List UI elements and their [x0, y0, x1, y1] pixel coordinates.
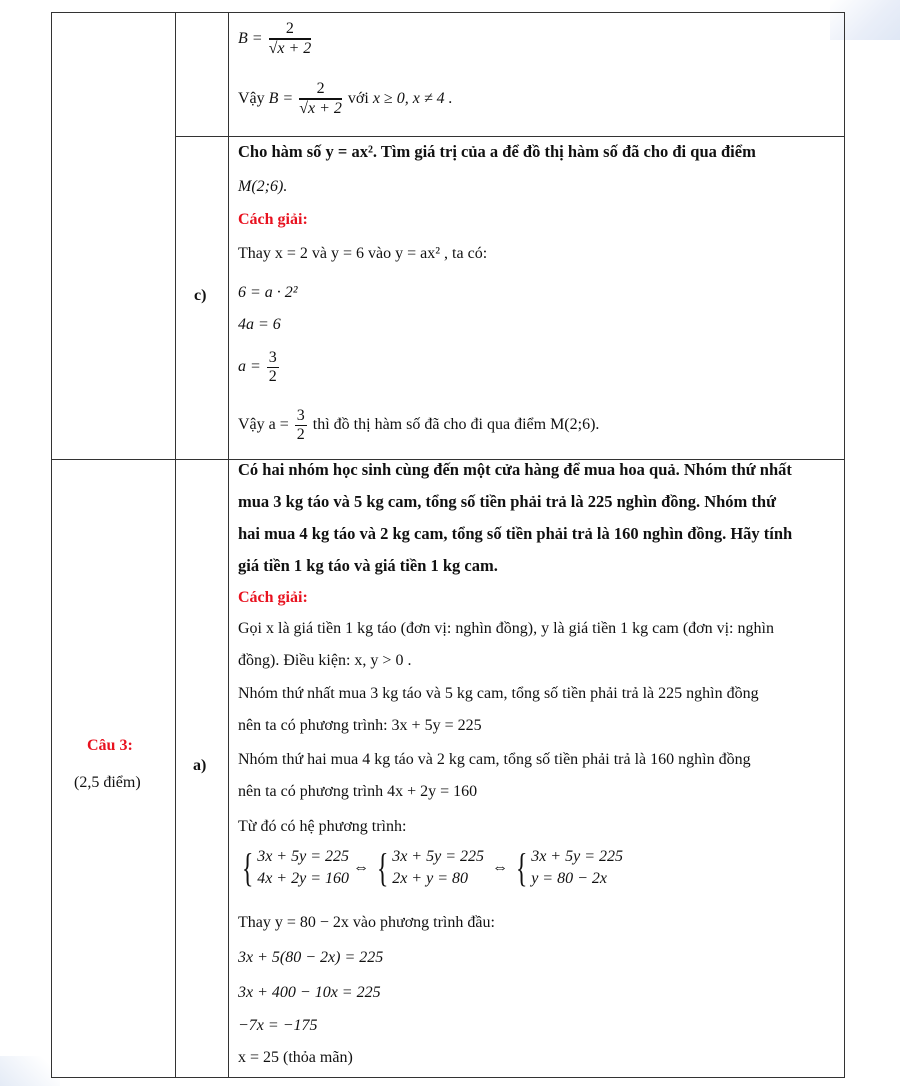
part-label-c: c) [194, 287, 207, 304]
fraction-numerator: 3 [296, 406, 305, 424]
conclusion-prefix: Vậy a = [238, 416, 289, 433]
question-points: (2,5 điểm) [74, 774, 141, 791]
equivalence-symbol: ⇔ [492, 859, 508, 877]
problem-line: Có hai nhóm học sinh cùng đến một cửa hàng để mua hoa quả. Nhóm thứ nhất [238, 460, 792, 479]
system-2 [392, 846, 484, 890]
brace-icon: { [241, 845, 254, 891]
substitution-line: Thay y = 80 − 2x vào phương trình đầu: [238, 914, 495, 931]
equation-step: −7x = −175 [238, 1017, 318, 1034]
solution-line: đồng). Điều kiện: x, y > 0 . [238, 652, 412, 669]
fraction-denominator: √x + 2 [299, 100, 342, 118]
step-c-2: 6 = a · 2² [238, 284, 298, 301]
step-c-1: Thay x = 2 và y = 6 vào y = ax² , ta có: [238, 245, 488, 262]
problem-line: hai mua 4 kg táo và 2 kg cam, tổng số tiền phải trả là 160 nghìn đồng. Hãy tính [238, 524, 793, 543]
fraction-numerator: 3 [268, 348, 277, 366]
row-divider-1 [175, 136, 844, 137]
fraction [267, 349, 279, 386]
solution-line: Gọi x là giá tiền 1 kg táo (đơn vị: nghìn đồng), y là giá tiền 1 kg cam (đơn vị: nghìn [238, 620, 774, 637]
problem-c-line1: Cho hàm số y = ax². Tìm giá trị của a để đồ thị hàm số đã cho đi qua điểm [238, 142, 756, 161]
problem-c-line2 [238, 177, 287, 197]
answer-table [51, 12, 845, 1078]
condition-prefix: với [347, 90, 369, 107]
column-divider-1 [175, 13, 176, 1077]
formula-lhs: a = [238, 358, 261, 375]
equation-step: 3x + 400 − 10x = 225 [238, 984, 381, 1001]
system-3 [531, 846, 623, 890]
solution-line: nên ta có phương trình 4x + 2y = 160 [238, 783, 478, 800]
conclusion-c [238, 405, 599, 445]
system-equation: 4x + 2y = 160 [257, 870, 349, 888]
step-c-4 [238, 347, 281, 387]
system-equation: 2x + y = 80 [392, 870, 468, 888]
step-c-3: 4a = 6 [238, 316, 281, 333]
solution-heading-c: Cách giải: [238, 211, 308, 228]
fraction-denominator: 2 [268, 367, 277, 385]
equation-step: 3x + 5(80 − 2x) = 225 [238, 949, 384, 966]
fraction [269, 20, 312, 58]
fraction-denominator: √x + 2 [268, 40, 312, 58]
conclusion-b [238, 79, 453, 119]
system-1 [257, 846, 349, 890]
system-equation: y = 80 − 2x [531, 870, 607, 888]
equation-step: x = 25 (thỏa mãn) [238, 1049, 353, 1066]
solution-heading-3a: Cách giải: [238, 589, 308, 606]
equivalence-symbol: ⇔ [353, 859, 369, 877]
system-equation: 3x + 5y = 225 [392, 848, 484, 866]
brace-icon: { [376, 845, 389, 891]
solution-line: Nhóm thứ hai mua 4 kg táo và 2 kg cam, tổng số tiền phải trả là 160 nghìn đồng [238, 751, 751, 768]
fraction [299, 80, 342, 118]
condition: x ≥ 0, x ≠ 4 . [372, 90, 453, 107]
part-label-a: a) [193, 757, 207, 774]
fraction [295, 407, 307, 444]
equation-system [238, 845, 623, 891]
fraction-numerator: 2 [299, 80, 342, 99]
column-divider-2 [228, 13, 229, 1077]
point-m: M(2;6). [238, 178, 288, 195]
brace-icon: { [515, 845, 528, 891]
conclusion-suffix: thì đồ thị hàm số đã cho đi qua điểm M(2;6). [312, 416, 600, 433]
conclusion-prefix: Vậy [238, 90, 265, 107]
system-equation: 3x + 5y = 225 [257, 848, 349, 866]
formula-lhs: B = [238, 30, 263, 47]
solution-line: nên ta có phương trình: 3x + 5y = 225 [238, 717, 482, 734]
formula-lhs: B = [268, 90, 294, 107]
problem-line: mua 3 kg táo và 5 kg cam, tổng số tiền phải trả là 225 nghìn đồng. Nhóm thứ [238, 492, 776, 511]
fraction-denominator: 2 [296, 425, 305, 443]
formula-b [238, 19, 313, 59]
system-equation: 3x + 5y = 225 [531, 848, 623, 866]
solution-line: Nhóm thứ nhất mua 3 kg táo và 5 kg cam, tổng số tiền phải trả là 225 nghìn đồng [238, 685, 759, 702]
solution-line: Từ đó có hệ phương trình: [238, 818, 407, 835]
fraction-numerator: 2 [269, 20, 312, 39]
question-title: Câu 3: [87, 737, 133, 754]
problem-line: giá tiền 1 kg táo và giá tiền 1 kg cam. [238, 556, 498, 575]
